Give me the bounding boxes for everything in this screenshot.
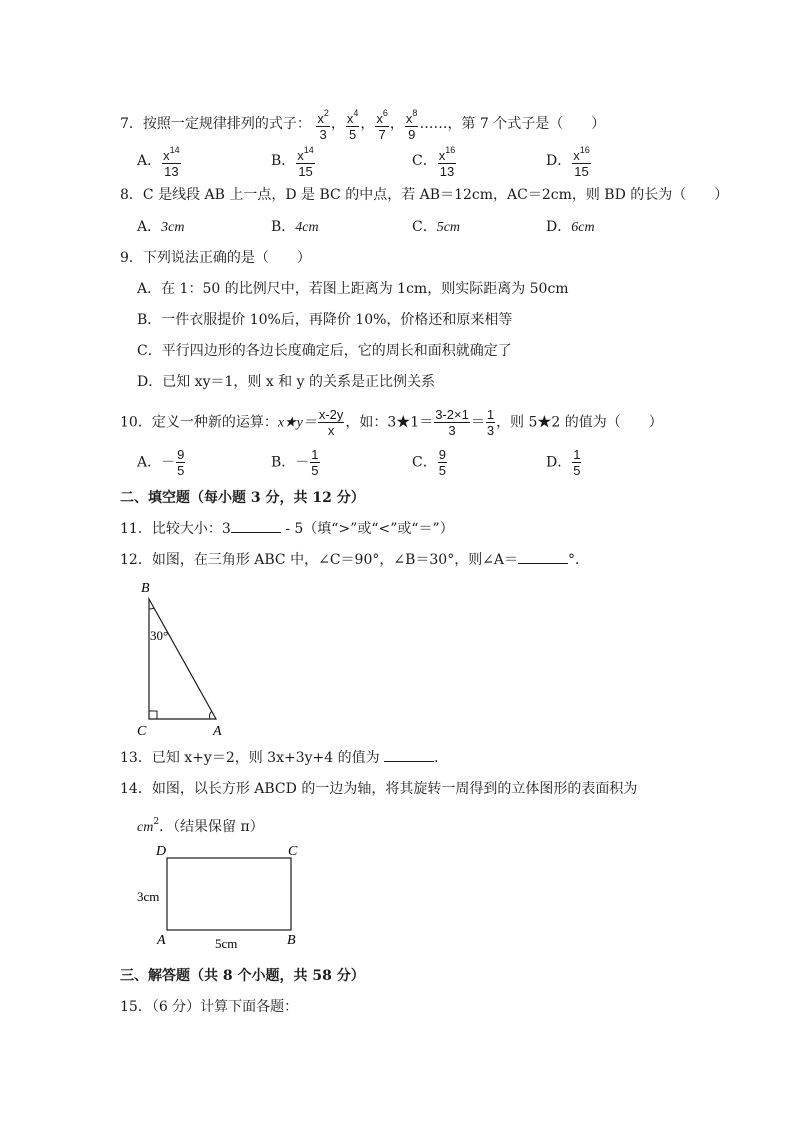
q10-option-b: B．－ $\frac{1}{5}$ xyxy=(271,447,319,478)
section-2-heading: 二、填空题（每小题 3 分，共 12 分） xyxy=(120,490,365,506)
q12-answer-blank[interactable] xyxy=(518,563,568,564)
q10-example-result: $\frac{1}{3}$ xyxy=(486,407,495,438)
angle-b-arc xyxy=(149,608,154,609)
rectangle-figure xyxy=(130,838,310,954)
q14-line-1: 14．如图，以长方形 ABCD 的一边为轴，将其旋转一周得到的立体图形的表面积为 xyxy=(120,781,638,797)
right-angle-mark xyxy=(149,711,157,719)
vertex-b-label: B xyxy=(141,581,150,596)
q8-option-b: B．4cm xyxy=(271,219,319,235)
vertex-d-label: D xyxy=(156,844,167,859)
q10-option-a: A．－ $\frac{9}{5}$ xyxy=(137,447,185,478)
triangle-figure xyxy=(130,574,240,740)
q8-option-a: A．3cm xyxy=(137,219,185,235)
q11-answer-blank[interactable] xyxy=(231,532,281,533)
rectangle-abcd xyxy=(167,858,291,930)
q7-term-4: $\frac{x^8}{9}$ xyxy=(405,108,418,142)
q9-option-a: A．在 1：50 的比例尺中，若图上距离为 1cm，则实际距离为 50cm xyxy=(137,281,569,297)
q11: 11．比较大小：3 - 5（填“>”或“<”或“＝”） xyxy=(120,521,454,537)
triangle-abc xyxy=(149,599,216,719)
q13-answer-blank[interactable] xyxy=(384,761,434,762)
side-5cm-label: 5cm xyxy=(215,936,238,951)
q9-option-c: C．平行四边形的各边长度确定后，它的周长和面积就确定了 xyxy=(137,343,512,359)
q15: 15．（6 分）计算下面各题： xyxy=(120,999,299,1015)
q7-term-3: $\frac{x^6}{7}$ xyxy=(376,108,388,142)
side-3cm-label: 3cm xyxy=(137,889,160,904)
q9-stem: 9．下列说法正确的是（ ） xyxy=(120,250,311,266)
vertex-c-label: C xyxy=(137,724,147,739)
vertex-a-label: A xyxy=(213,724,222,739)
q10-example-fraction: $\frac{3-2\times 1}{3}$ xyxy=(435,407,469,438)
vertex-a-label: A xyxy=(157,933,166,948)
q7-term-2: $\frac{x^4}{5}$ xyxy=(346,108,359,142)
q7-term-1: $\frac{x^2}{3}$ xyxy=(317,108,329,142)
q14-line-2: $cm^2$．（结果保留 π） xyxy=(137,817,264,835)
q9-option-b: B．一件衣服提价 10%后，再降价 10%，价格还和原来相等 xyxy=(137,312,513,328)
q7-option-b: B． $\frac{x^{14}}{15}$ xyxy=(271,145,314,179)
q10-option-c: C． $\frac{9}{5}$ xyxy=(412,447,446,478)
q7-option-a: A． $\frac{x^{14}}{13}$ xyxy=(137,145,180,179)
section-3-heading: 三、解答题（共 8 个小题，共 58 分） xyxy=(120,968,365,984)
q10-op-fraction: $\frac{x-2y}{x}$ xyxy=(318,407,344,438)
q9-option-d: D．已知 xy＝1，则 x 和 y 的关系是正比例关系 xyxy=(137,374,435,390)
q7-option-c: C． $\frac{x^{16}}{13}$ xyxy=(412,145,456,179)
q10-option-d: D． $\frac{1}{5}$ xyxy=(546,447,581,478)
q8-option-c: C．5cm xyxy=(412,219,461,235)
q8-option-d: D．6cm xyxy=(546,219,595,235)
angle-30-label: 30° xyxy=(150,628,169,643)
q7-option-d: D． $\frac{x^{16}}{15}$ xyxy=(546,145,590,179)
vertex-b-label: B xyxy=(287,933,296,948)
q8-stem: 8．C 是线段 AB 上一点，D 是 BC 的中点，若 AB＝12cm，AC＝2cm，则 BD 的长为（ ） xyxy=(120,187,729,203)
q7-stem: 7．按照一定规律排列的式子： $\frac{x^2}{3}$ ， $\frac{x^4}{5}$ ， $\frac{x^6}{7}$ ， $\frac{x^8}{9}$ ……，第 7 个式子是（ ） xyxy=(120,108,606,142)
vertex-c-label: C xyxy=(288,844,298,859)
q12: 12．如图，在三角形 ABC 中，∠C＝90°，∠B＝30°，则∠A＝ °． xyxy=(120,552,590,568)
q10-stem: 10．定义一种新的运算：x★y＝ $\frac{x-2y}{x}$ ，如：3★1＝ $\frac{3-2\times 1}{3}$ ＝ $\frac{1}{3}$ ，则 5★2 的值为（ ） xyxy=(120,407,663,438)
q13: 13．已知 x+y＝2，则 3x+3y+4 的值为 ． xyxy=(120,750,449,766)
